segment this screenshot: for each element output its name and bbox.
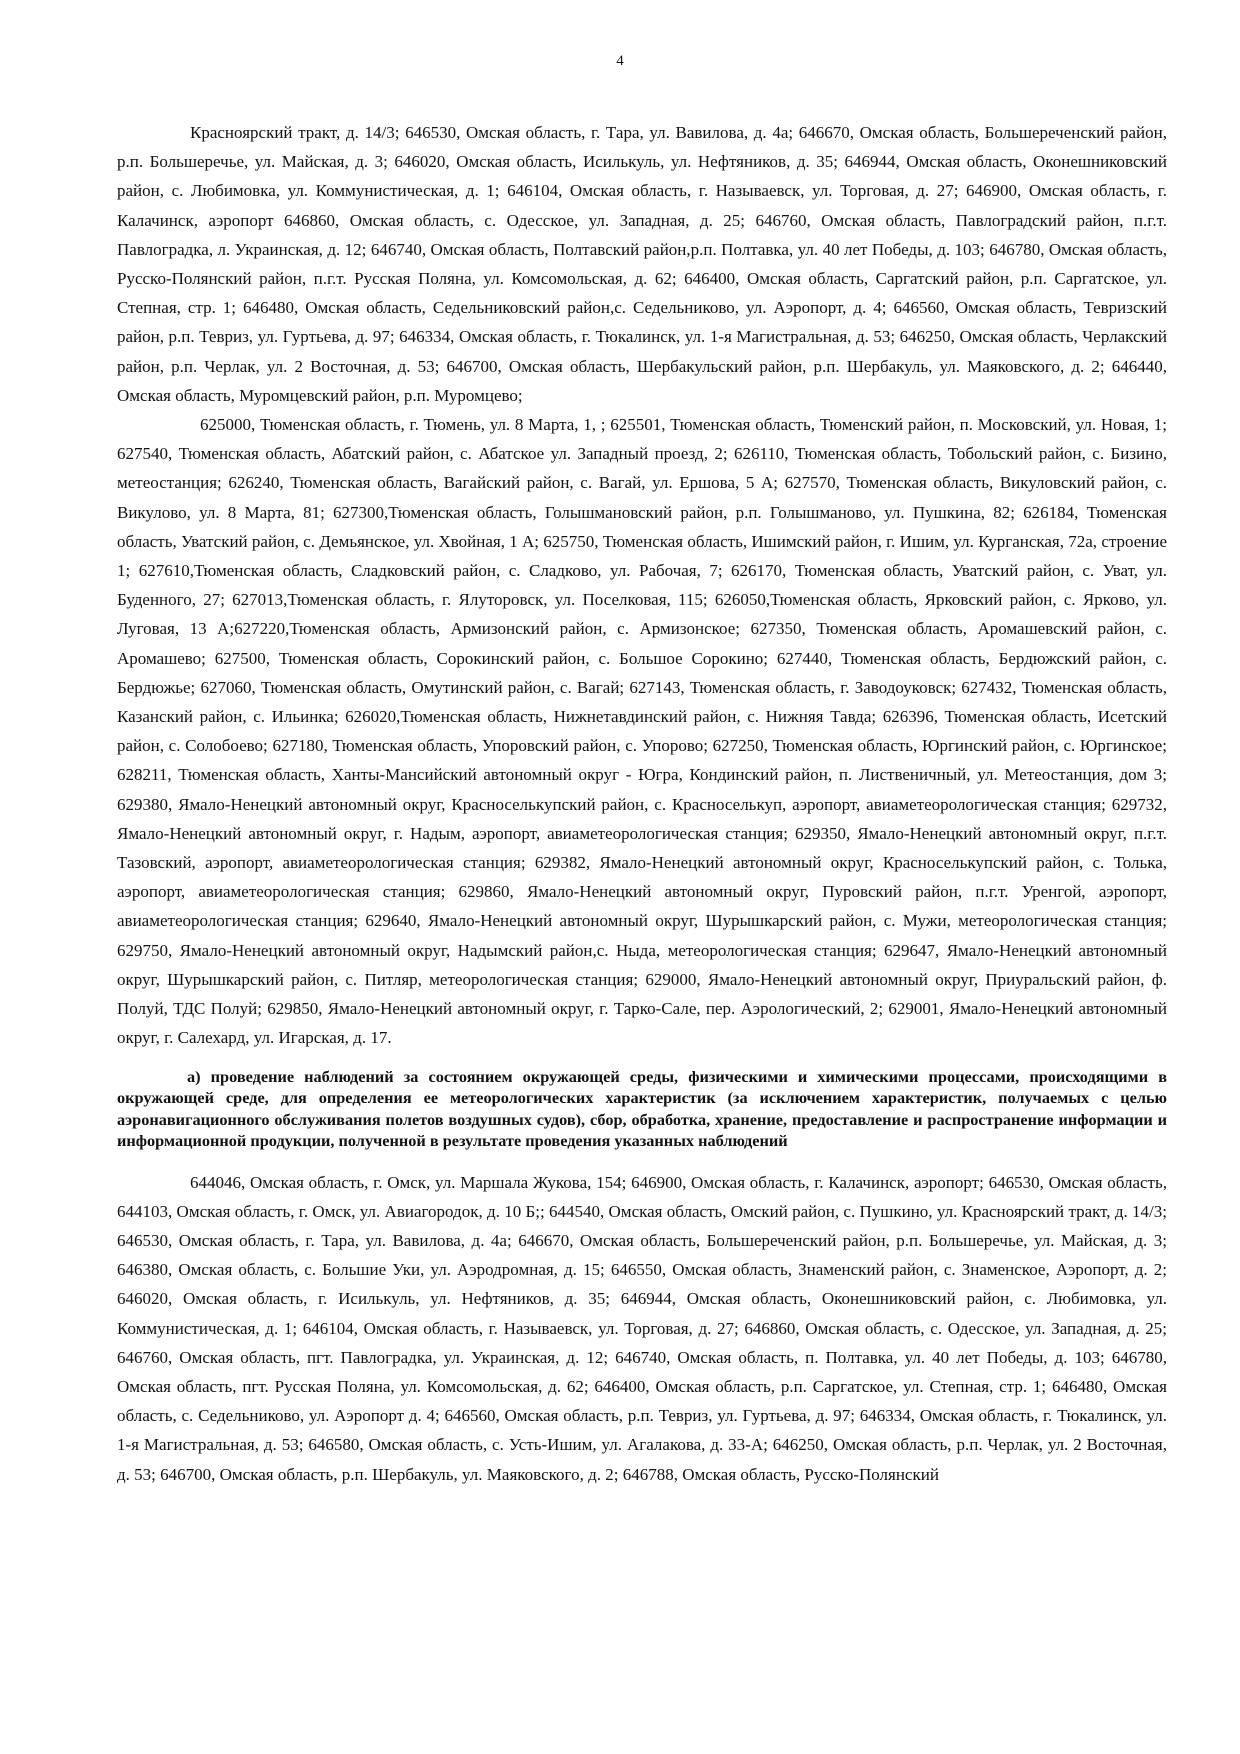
address-paragraph-omsk-observations: 644046, Омская область, г. Омск, ул. Маршала Жукова, 154; 646900, Омская область, г. Калачинск, аэропорт; 646530, Омская область, 644103, Омская область, г. Омск, ул. Авиагородок, д. 10 Б;; 644540, Омская область, Омский район, с. Пушкино, ул. Красноярский тракт, д. 14/3; 646530, Омская область, г. Тара, ул. Вавилова, д. 4а; 646670, Омская область, Большереченский район, р.п. Большеречье, ул. Майская, д. 3; 646380, Омская область, с. Большие Уки, ул. Аэродромная, д. 15; 646550, Омская область, Знаменский район, с. Знаменское, Аэропорт, д. 2; 646020, Омская область, г. Исилькуль, ул. Нефтяников, д. 35; 646944, Омская область, Оконешниковский район, с. Любимовка, ул. Коммунистическая, д. 1; 646104, Омская область, г. Называевск, ул. Торговая, д. 27; 646860, Омская область, с. Одесское, ул. Западная, д. 25; 646760, Омская область, пгт. Павлоградка, ул. Украинская, д. 12; 646740, Омская область, п. Полтавка, ул. 40 лет Победы, д. 103; 646780, Омская область, пгт. Русская Поляна, ул. Комсомольская, д. 62; 646400, Омская область, р.п. Саргатское, ул. Степная, стр. 1; 646480, Омская область, с. Седельниково, ул. Аэропорт д. 4; 646560, Омская область, р.п. Тевриз, ул. Гуртьева, д. 97; 646334, Омская область, г. Тюкалинск, ул. 1-я Магистральная, д. 53; 646580, Омская область, с. Усть-Ишим, ул. Агалакова, д. 33-А; 646250, Омская область, р.п. Черлак, ул. 2 Восточная, д. 53; 646700, Омская область, р.п. Шербакуль, ул. Маяковского, д. 2; 646788, Омская область, Русско-Полянский (117, 1172, 1167, 1484)
page-number: 4 (616, 53, 624, 69)
section-heading: а) проведение наблюдений за состоянием окружающей среды, физическими и химическими процессами, происходящими в окружающей среде, для определения ее метеорологических характеристик (за исключением характеристик, получаемых с целью аэронавигационного обслуживания полетов воздушных судов), сбор, обработка, хранение, предоставление и распространение информации и информационной продукции, полученной в результате проведения указанных наблюдений (117, 1066, 1167, 1150)
address-paragraph-omsk-continued: Красноярский тракт, д. 14/3; 646530, Омская область, г. Тара, ул. Вавилова, д. 4а; 646670, Омская область, Большереченский район, р.п. Большеречье, ул. Майская, д. 3; 646020, Омская область, Исилькуль, ул. Нефтяников, д. 35; 646944, Омская область, Оконешниковский район, с. Любимовка, ул. Коммунистическая, д. 1; 646104, Омская область, г. Называевск, ул. Торговая, д. 27; 646900, Омская область, г. Калачинск, аэропорт 646860, Омская область, с. Одесское, ул. Западная, д. 25; 646760, Омская область, Павлоградский район, п.г.т. Павлоградка, л. Украинская, д. 12; 646740, Омская область, Полтавский район,р.п. Полтавка, ул. 40 лет Победы, д. 103; 646780, Омская область, Русско-Полянский район, п.г.т. Русская Поляна, ул. Комсомольская, д. 62; 646400, Омская область, Саргатский район, р.п. Саргатское, ул. Степная, стр. 1; 646480, Омская область, Седельниковский район,с. Седельниково, ул. Аэропорт, д. 4; 646560, Омская область, Тевризский район, р.п. Тевриз, ул. Гуртьева, д. 97; 646334, Омская область, г. Тюкалинск, ул. 1-я Магистральная, д. 53; 646250, Омская область, Черлакский район, р.п. Черлак, ул. 2 Восточная, д. 53; 646700, Омская область, Шербакульский район, р.п. Шербакуль, ул. Маяковского, д. 2; 646440, Омская область, Муромцевский район, р.п. Муромцево; (117, 123, 1167, 405)
document-body (117, 118, 1167, 1489)
address-paragraph-tyumen-yamal: 625000, Тюменская область, г. Тюмень, ул. 8 Марта, 1, ; 625501, Тюменская область, Тюменский район, п. Московский, ул. Новая, 1; 627540, Тюменская область, Абатский район, с. Абатское ул. Западный проезд, 2; 626110, Тюменская область, Тобольский район, с. Бизино, метеостанция; 626240, Тюменская область, Вагайский район, с. Вагай, ул. Ершова, 5 А; 627570, Тюменская область, Викуловский район, с. Викулово, ул. 8 Марта, 81; 627300,Тюменская область, Голышмановский район, р.п. Голышманово, ул. Пушкина, 82; 626184, Тюменская область, Уватский район, с. Демьянское, ул. Хвойная, 1 А; 625750, Тюменская область, Ишимский район, г. Ишим, ул. Курганская, 72а, строение 1; 627610,Тюменская область, Сладковский район, с. Сладково, ул. Рабочая, 7; 626170, Тюменская область, Уватский район, с. Уват, ул. Буденного, 27; 627013,Тюменская область, г. Ялуторовск, ул. Поселковая, 115; 626050,Тюменская область, Ярковский район, с. Ярково, ул. Луговая, 13 А;627220,Тюменская область, Армизонский район, с. Армизонское; 627350, Тюменская область, Аромашевский район, с. Аромашево; 627500, Тюменская область, Сорокинский район, с. Большое Сорокино; 627440, Тюменская область, Бердюжский район, с. Бердюжье; 627060, Тюменская область, Омутинский район, с. Вагай; 627143, Тюменская область, г. Заводоуковск; 627432, Тюменская область, Казанский район, с. Ильинка; 626020,Тюменская область, Нижнетавдинский район, с. Нижняя Тавда; 626396, Тюменская область, Исетский район, с. Солобоево; 627180, Тюменская область, Упоровский район, с. Упорово; 627250, Тюменская область, Юргинский район, с. Юргинское; 628211, Тюменская область, Ханты-Мансийский автономный округ - Югра, Кондинский район, п. Лиственичный, ул. Метеостанция, дом 3; 629380, Ямало-Ненецкий автономный округ, Красноселькупский район, с. Красноселькуп, аэропорт, авиаметеорологическая станция; 629732, Ямало-Ненецкий автономный округ, г. Надым, аэропорт, авиаметеорологическая станция; 629350, Ямало-Ненецкий автономный округ, п.г.т. Тазовский, аэропорт, авиаметеорологическая станция; 629382, Ямало-Ненецкий автономный округ, Красноселькупский район, с. Толька, аэропорт, авиаметеорологическая станция; 629860, Ямало-Ненецкий автономный округ, Пуровский район, п.г.т. Уренгой, аэропорт, авиаметеорологическая станция; 629640, Ямало-Ненецкий автономный округ, Шурышкарский район, с. Мужи, метеорологическая станция; 629750, Ямало-Ненецкий автономный округ, Надымский район,с. Ныда, метеорологическая станция; 629647, Ямало-Ненецкий автономный округ, Шурышкарский район, с. Питляр, метеорологическая станция; 629000, Ямало-Ненецкий автономный округ, Приуральский район, ф. Полуй, ТДС Полуй; 629850, Ямало-Ненецкий автономный округ, г. Тарко-Сале, пер. Аэрологический, 2; 629001, Ямало-Ненецкий автономный округ, г. Салехард, ул. Игарская, д. 17. (117, 415, 1167, 1048)
